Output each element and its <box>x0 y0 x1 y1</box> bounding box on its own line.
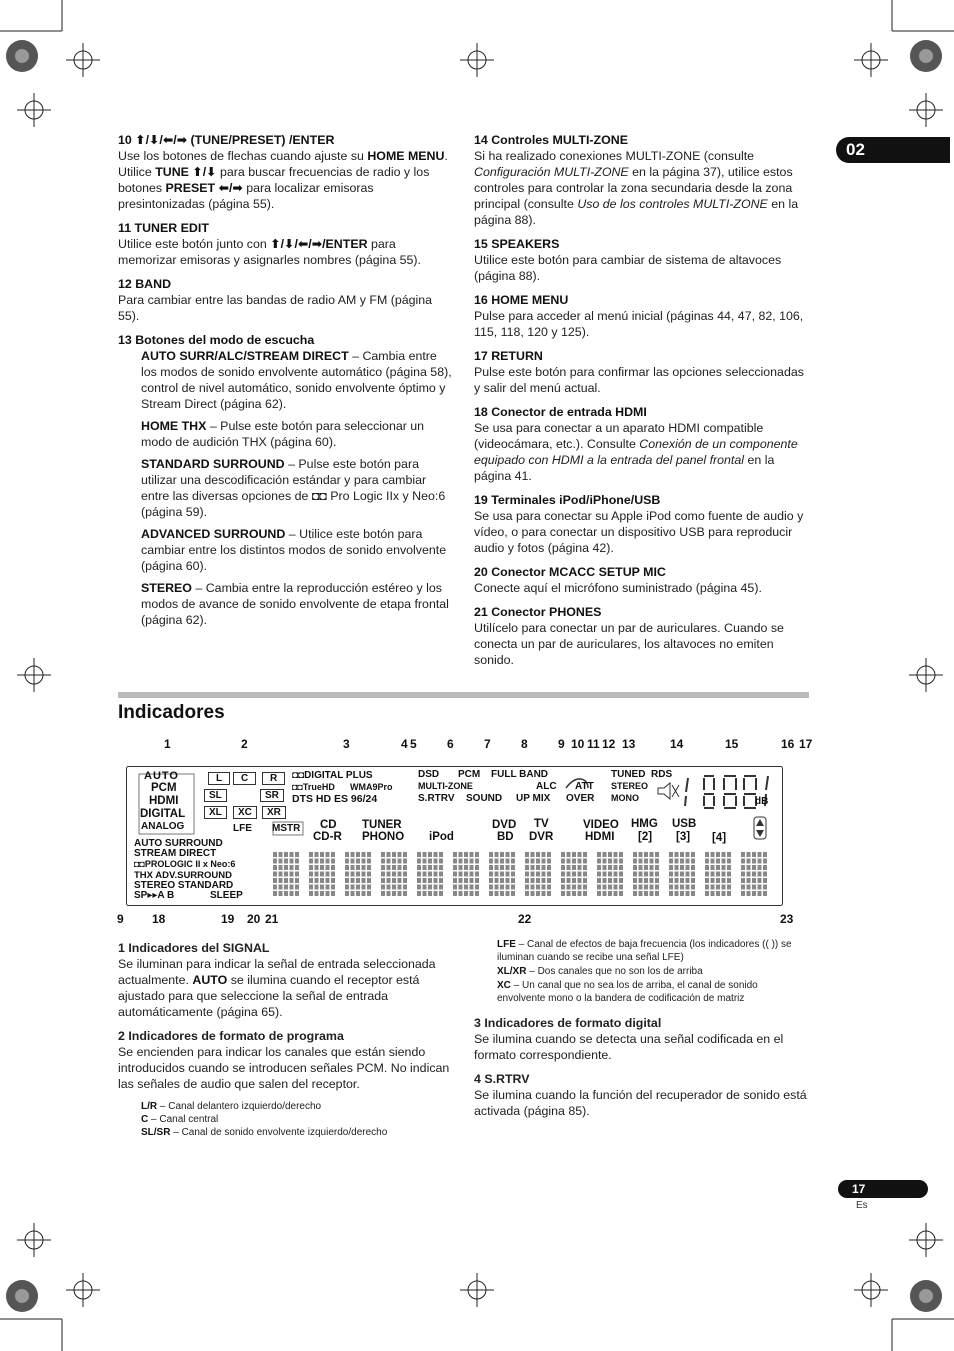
callout-bottom-22: 22 <box>518 912 532 926</box>
ind-ipod: iPod <box>429 831 454 843</box>
callout-top-14: 14 <box>670 737 684 751</box>
callout-bottom-9: 9 <box>117 912 124 926</box>
item-18-text: Se usa para conectar a un aparato HDMI compatible (videocámara, etc.). Consulte Conexión de un componente equipado con HDMI a la entrada del panel frontal en la página 41. <box>474 421 798 483</box>
ind-srtrv: S.RTRV <box>418 793 455 804</box>
callout-bottom-20: 20 <box>247 912 261 926</box>
ind-mono: MONO <box>611 793 639 803</box>
item-12-title: 12 BAND <box>118 277 172 291</box>
callout-top-15: 15 <box>725 737 739 751</box>
left-column <box>118 132 452 634</box>
callout-top-2: 2 <box>241 737 248 751</box>
callout-top-13: 13 <box>622 737 636 751</box>
callout-top-8: 8 <box>521 737 528 751</box>
ind-dolby-digital-plus: ◘◘DIGITAL PLUS <box>292 770 373 781</box>
item-16-text: Pulse para acceder al menú inicial (páginas 44, 47, 82, 106, 115, 118, 120 y 125). <box>474 309 804 339</box>
item-21-title: 21 Conector PHONES <box>474 605 602 619</box>
ind-rds: RDS <box>651 769 673 780</box>
item-13-list <box>141 348 452 628</box>
right-column <box>474 132 808 676</box>
ind-ch-r: R <box>262 772 285 785</box>
item-21-text: Utilícelo para conectar un par de auriculares. Cuando se conecta un par de auriculares, los altavoces no emiten sonido. <box>474 621 784 667</box>
ind-zone-3: [3] <box>676 831 691 843</box>
note-lfe: LFE – Canal de efectos de baja frecuencia (los indicadores (( )) se iluminan cuando se recibe una señal LFE) <box>497 939 792 963</box>
page-number-tab <box>838 1180 928 1198</box>
item-13-home-thx: HOME THX – Pulse este botón para seleccionar un modo de audición THX (página 60). <box>141 419 425 449</box>
item-13-stereo: STEREO – Cambia entre la reproducción estéreo y los modos de avance de sonido envolvente de etapa frontal (página 62). <box>141 581 449 627</box>
caption-2-text: Se encienden para indicar los canales que están siendo introducidos cuando se introducen señales PCM. No indican las señales de audio que salen del receptor. <box>118 1045 450 1091</box>
callout-top-12: 12 <box>602 737 616 751</box>
item-14-title: 14 Controles MULTI-ZONE <box>474 133 628 147</box>
ind-auto: AUTO <box>144 770 179 782</box>
ind-over: OVER <box>566 793 595 804</box>
ind-phono: PHONO <box>362 831 405 843</box>
ind-pcm: PCM <box>151 782 177 794</box>
ind-alc: ALC <box>536 781 557 792</box>
ind-ch-xc: XC <box>233 806 257 819</box>
ind-truehd: ◘◘TrueHD <box>292 782 335 792</box>
note-slsr: SL/SR – Canal de sonido envolvente izquierdo/derecho <box>141 1127 388 1138</box>
caption-4-text: Se ilumina cuando la función del recuperador de sonido está activada (página 85). <box>474 1088 807 1118</box>
callout-top-1: 1 <box>164 737 171 751</box>
item-13-standard-surround: STANDARD SURROUND – Pulse este botón para utilizar una descodificación estándar y para cambiar entre las diversas opciones de ◘◘ Pro Logic IIx y Neo:6 (página 59). <box>141 457 446 519</box>
item-11-title: 11 TUNER EDIT <box>118 221 209 235</box>
ind-hdmi-input: HDMI <box>585 831 615 843</box>
ind-usb: USB <box>672 818 697 830</box>
ind-ch-xl: XL <box>204 806 227 819</box>
ind-dts-hd: DTS HD ES 96/24 <box>292 793 378 805</box>
channel-notes-right <box>497 938 808 1005</box>
ind-ch-sl: SL <box>204 789 227 802</box>
ind-prologic: ◘◘PROLOGIC II x Neo:6 <box>134 859 236 869</box>
ind-tuner: TUNER <box>362 819 402 831</box>
ind-full-band: FULL BAND <box>491 769 549 780</box>
callout-bottom-23: 23 <box>780 912 794 926</box>
item-17-title: 17 RETURN <box>474 349 543 363</box>
item-13-advanced-surround: ADVANCED SURROUND – Utilice este botón para cambiar entre los distintos modos de sonido envolvente (página 60). <box>141 527 447 573</box>
item-19-text: Se usa para conectar su Apple iPod como fuente de audio y vídeo, o para conectar un dispositivo USB para reproducir audio y fotos (página 42). <box>474 509 804 555</box>
ind-auto-surround: AUTO SURROUND <box>134 838 223 849</box>
ind-ch-l: L <box>208 772 230 785</box>
ind-zone-2: [2] <box>638 831 653 843</box>
ind-dsd: DSD <box>418 769 440 780</box>
ind-ch-c: C <box>233 772 256 785</box>
ind-lfe: LFE <box>233 823 252 834</box>
item-19-title: 19 Terminales iPod/iPhone/USB <box>474 493 661 507</box>
ind-analog: ANALOG <box>141 821 185 832</box>
callout-top-16: 16 <box>781 737 795 751</box>
ind-sleep: SLEEP <box>210 890 243 901</box>
ind-zone-4: [4] <box>712 832 727 844</box>
item-17-text: Pulse este botón para confirmar las opciones seleccionadas y salir del menú actual. <box>474 365 804 395</box>
ind-hmg: HMG <box>631 818 658 830</box>
ind-sound: SOUND <box>466 793 503 804</box>
item-20-title: 20 Conector MCACC SETUP MIC <box>474 565 666 579</box>
callout-top-3: 3 <box>343 737 350 751</box>
channel-notes-left <box>141 1100 452 1139</box>
ind-stereo: STEREO <box>611 781 649 791</box>
section-heading: Indicadores <box>118 702 225 723</box>
ind-db: dB <box>755 796 769 807</box>
ind-up-mix: UP MIX <box>516 793 551 804</box>
mute-icon <box>658 783 670 799</box>
ind-video: VIDEO <box>583 819 619 831</box>
ind-multi-zone: MULTI-ZONE <box>418 781 473 791</box>
callout-top-5: 5 <box>410 737 417 751</box>
caption-1-text: Se iluminan para indicar la señal de entrada seleccionada actualmente. AUTO se ilumina cuando el receptor está ajustado para que seleccione la señal de entrada automáticamente (página 65). <box>118 957 436 1019</box>
ind-hdmi: HDMI <box>149 795 179 807</box>
ind-stereo-standard: STEREO STANDARD <box>134 880 234 891</box>
item-10-title: 10 ⬆/⬇/⬅/➡ (TUNE/PRESET) /ENTER <box>118 133 335 147</box>
ind-cd-r: CD-R <box>313 831 342 843</box>
item-13-auto-surr: AUTO SURR/ALC/STREAM DIRECT – Cambia entre los modos de sonido envolvente automático (página 58), control de nivel automático, sonido envolvente óptimo y Stream Direct (página 62). <box>141 349 452 411</box>
page-number: 17 <box>852 1182 866 1196</box>
caption-right <box>474 938 808 1127</box>
caption-4-title: 4 S.RTRV <box>474 1072 530 1086</box>
callout-top-6: 6 <box>447 737 454 751</box>
callout-bottom-18: 18 <box>152 912 166 926</box>
ind-wma9pro: WMA9Pro <box>350 782 393 792</box>
item-13-title: 13 Botones del modo de escucha <box>118 333 315 347</box>
caption-1-title: 1 Indicadores del SIGNAL <box>118 941 270 955</box>
note-lr: L/R – Canal delantero izquierdo/derecho <box>141 1101 322 1112</box>
item-15-title: 15 SPEAKERS <box>474 237 560 251</box>
ind-ch-xr: XR <box>262 806 286 819</box>
ind-ch-sr: SR <box>260 789 284 802</box>
item-15-text: Utilice este botón para cambiar de sistema de altavoces (página 88). <box>474 253 782 283</box>
item-18-title: 18 Conector de entrada HDMI <box>474 405 647 419</box>
chapter-tab <box>836 137 950 163</box>
item-11-text: Utilice este botón junto con ⬆/⬇/⬅/➡/ENTER para memorizar emisoras y asignarles nombres (página 55). <box>118 237 422 267</box>
item-16-title: 16 HOME MENU <box>474 293 569 307</box>
ind-tuned: TUNED <box>611 769 646 780</box>
callout-top-7: 7 <box>484 737 491 751</box>
ind-att: ATT <box>575 781 594 792</box>
caption-left <box>118 940 452 1139</box>
note-c: C – Canal central <box>141 1114 219 1125</box>
ind-speakers-ab: SP▸▸A B <box>134 890 175 901</box>
ind-pcm-format: PCM <box>458 769 481 780</box>
callout-top-10: 10 <box>571 737 585 751</box>
caption-2-title: 2 Indicadores de formato de programa <box>118 1029 344 1043</box>
callout-bottom-21: 21 <box>265 912 279 926</box>
ind-dvr: DVR <box>529 831 554 843</box>
ind-tv: TV <box>534 818 549 830</box>
ind-stream-direct: STREAM DIRECT <box>134 848 217 859</box>
item-12-text: Para cambiar entre las bandas de radio AM y FM (página 55). <box>118 293 433 323</box>
item-14-text: Si ha realizado conexiones MULTI-ZONE (consulte Configuración MULTI-ZONE en la página 37), utilice estos controles para controlar la zona secundaria desde la zona principal (consulte Uso de los controles MULTI-ZONE en la página 88). <box>474 149 799 227</box>
callout-top-17: 17 <box>799 737 813 751</box>
ind-thx-adv: THX ADV.SURROUND <box>134 870 233 881</box>
section-divider <box>118 692 809 698</box>
ind-mstr: MSTR <box>272 823 301 834</box>
ind-digital: DIGITAL <box>140 808 186 820</box>
language-code: Es <box>856 1200 868 1211</box>
ind-cd: CD <box>320 819 337 831</box>
note-xc: XC – Un canal que no sea los de arriba, el canal de sonido envolvente mono o la bandera de codificación de matriz <box>497 980 758 1004</box>
ind-dvd: DVD <box>492 819 517 831</box>
chapter-number: 02 <box>846 140 865 159</box>
callout-top-11: 11 <box>587 737 600 751</box>
caption-3-title: 3 Indicadores de formato digital <box>474 1016 662 1030</box>
item-20-text: Conecte aquí el micrófono suministrado (página 45). <box>474 581 762 595</box>
callout-top-9: 9 <box>558 737 565 751</box>
caption-3-text: Se ilumina cuando se detecta una señal codificada en el formato correspondiente. <box>474 1032 784 1062</box>
item-10-text: Use los botones de flechas cuando ajuste su HOME MENU. Utilice TUNE ⬆/⬇ para buscar frecuencias de radio y los botones PRESET ⬅/➡ para localizar emisoras presintonizadas (página 55). <box>118 149 448 211</box>
note-xlxr: XL/XR – Dos canales que no son los de arriba <box>497 966 703 977</box>
callout-top-4: 4 <box>401 737 408 751</box>
callout-bottom-19: 19 <box>221 912 235 926</box>
ind-bd: BD <box>497 831 514 843</box>
front-panel-display <box>126 766 783 906</box>
